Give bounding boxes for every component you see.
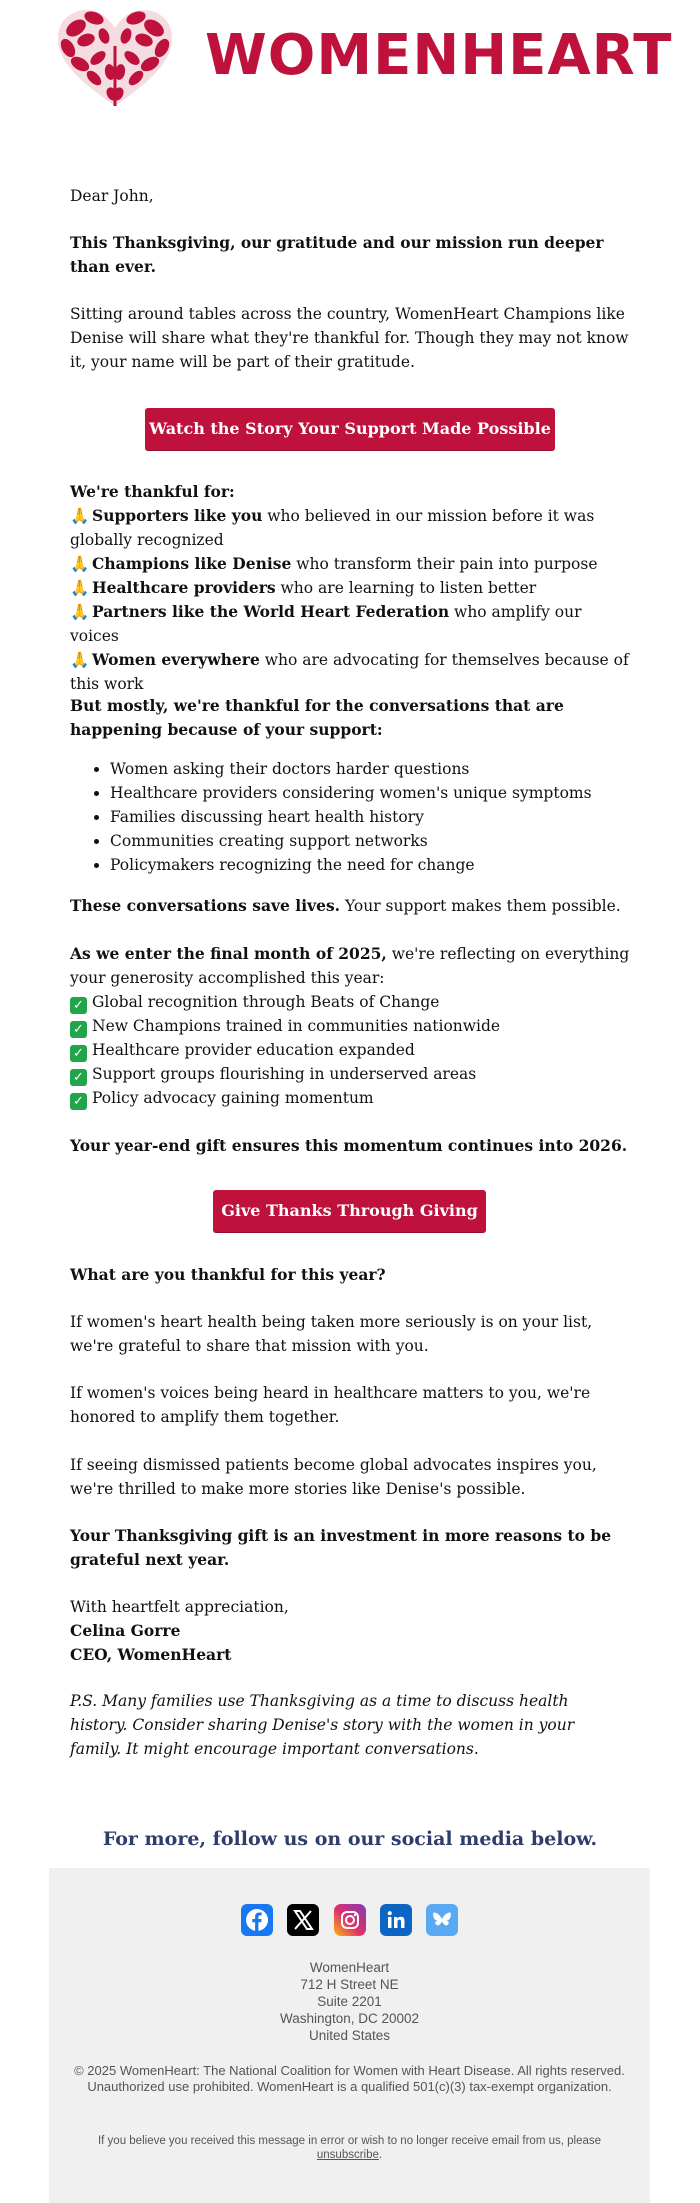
paragraph-list: If women's heart health being taken more seriously is on your list, we're grateful to share that mission with you. bbox=[70, 1313, 593, 1355]
social-heading: For more, follow us on our social media below. bbox=[102, 1828, 598, 1850]
watch-story-button[interactable]: Watch the Story Your Support Made Possible bbox=[145, 408, 555, 450]
thankful-item: 🙏 Partners like the World Heart Federation who amplify our voices bbox=[70, 602, 582, 645]
accomplishments-section bbox=[70, 942, 630, 1110]
linkedin-icon[interactable] bbox=[380, 1904, 412, 1936]
praying-hands-icon: 🙏 bbox=[70, 579, 90, 597]
bluesky-icon[interactable] bbox=[426, 1904, 458, 1936]
list-item: • Policymakers recognizing the need for change bbox=[110, 853, 670, 877]
check-icon: ✓ bbox=[70, 1045, 87, 1062]
thankful-item: 🙏 Healthcare providers who are learning to listen better bbox=[70, 576, 630, 600]
check-icon: ✓ bbox=[70, 1093, 87, 1110]
intro-paragraph: Sitting around tables across the country, WomenHeart Champions like Denise will share what they're thankful for. Though they may not know it, your name will be part of their gratitude. bbox=[70, 305, 629, 371]
heart-logo-icon bbox=[54, 6, 176, 110]
year-end-line: Your year-end gift ensures this momentum continues into 2026. bbox=[70, 1136, 628, 1155]
list-item: • Women asking their doctors harder questions bbox=[110, 757, 670, 781]
address-city: Washington, DC 20002 bbox=[279, 2011, 420, 2026]
mailing-address bbox=[49, 1959, 650, 2044]
give-thanks-button[interactable]: Give Thanks Through Giving bbox=[213, 1190, 486, 1232]
list-item: • Communities creating support networks bbox=[110, 829, 670, 853]
thankful-heading: We're thankful for: bbox=[70, 482, 235, 501]
postscript: P.S. Many families use Thanksgiving as a time to discuss health history. Consider sharing Denise's story with the women in your family. It might encourage important conversations. bbox=[70, 1692, 575, 1758]
check-icon: ✓ bbox=[70, 1069, 87, 1086]
list-item: • Healthcare providers considering women's unique symptoms bbox=[110, 781, 670, 805]
final-month-intro: As we enter the final month of 2025, we're reflecting on everything your generosity accomplished this year: bbox=[70, 944, 630, 987]
paragraph-voices: If women's voices being heard in healthcare matters to you, we're honored to amplify them together. bbox=[70, 1384, 591, 1426]
address-org: WomenHeart bbox=[309, 1960, 390, 1975]
praying-hands-icon: 🙏 bbox=[70, 603, 90, 621]
accomplishment-item: ✓ Healthcare provider education expanded bbox=[70, 1038, 630, 1062]
signer-title: CEO, WomenHeart bbox=[70, 1645, 232, 1664]
accomplishment-item: ✓ Policy advocacy gaining momentum bbox=[70, 1086, 630, 1110]
praying-hands-icon: 🙏 bbox=[70, 555, 90, 573]
facebook-icon[interactable] bbox=[241, 1904, 273, 1936]
save-lives-line: These conversations save lives. Your support makes them possible. bbox=[70, 896, 621, 915]
accomplishment-item: ✓ Global recognition through Beats of Change bbox=[70, 990, 630, 1014]
accomplishment-item: ✓ New Champions trained in communities nationwide bbox=[70, 1014, 630, 1038]
praying-hands-icon: 🙏 bbox=[70, 507, 90, 525]
conversations-heading: But mostly, we're thankful for the conversations that are happening because of your support: bbox=[70, 696, 564, 739]
copyright-notice: © 2025 WomenHeart: The National Coalition for Women with Heart Disease. All rights reserved. Unauthorized use prohibited. WomenHeart is a qualified 501(c)(3) tax-exempt organization. bbox=[74, 2063, 625, 2094]
check-icon: ✓ bbox=[70, 997, 87, 1014]
thankful-item: 🙏 Supporters like you who believed in our mission before it was globally recognized bbox=[70, 506, 595, 549]
brand-wordmark: WOMENHEART bbox=[205, 23, 673, 88]
praying-hands-icon: 🙏 bbox=[70, 651, 90, 669]
question-heading: What are you thankful for this year? bbox=[70, 1265, 386, 1284]
unsubscribe-notice: If you believe you received this message in error or wish to no longer receive email from us, please unsubscribe. bbox=[97, 2135, 602, 2161]
investment-line: Your Thanksgiving gift is an investment in more reasons to be grateful next year. bbox=[70, 1526, 612, 1569]
address-suite: Suite 2201 bbox=[317, 1994, 382, 2009]
address-street: 712 H Street NE bbox=[300, 1977, 399, 1992]
instagram-icon[interactable] bbox=[334, 1904, 366, 1936]
closing: With heartfelt appreciation, bbox=[70, 1598, 289, 1616]
x-icon[interactable] bbox=[287, 1904, 319, 1936]
signer-name: Celina Gorre bbox=[70, 1621, 181, 1640]
accomplishment-item: ✓ Support groups flourishing in underserved areas bbox=[70, 1062, 630, 1086]
email-footer bbox=[49, 1868, 650, 2203]
social-links bbox=[49, 1904, 650, 1938]
unsubscribe-link[interactable]: unsubscribe bbox=[316, 2149, 379, 2161]
thankful-section bbox=[70, 480, 630, 696]
thankful-item: 🙏 Women everywhere who are advocating for themselves because of this work bbox=[70, 650, 629, 693]
conversations-list bbox=[70, 757, 670, 877]
signature bbox=[70, 1595, 630, 1667]
list-item: • Families discussing heart health history bbox=[110, 805, 670, 829]
paragraph-dismissed: If seeing dismissed patients become global advocates inspires you, we're thrilled to make more stories like Denise's possible. bbox=[70, 1456, 597, 1498]
greeting: Dear John, bbox=[70, 187, 154, 205]
intro-heading: This Thanksgiving, our gratitude and our mission run deeper than ever. bbox=[70, 233, 604, 276]
email-header bbox=[0, 0, 700, 130]
thankful-item: 🙏 Champions like Denise who transform their pain into purpose bbox=[70, 552, 630, 576]
address-country: United States bbox=[308, 2028, 391, 2043]
check-icon: ✓ bbox=[70, 1021, 87, 1038]
